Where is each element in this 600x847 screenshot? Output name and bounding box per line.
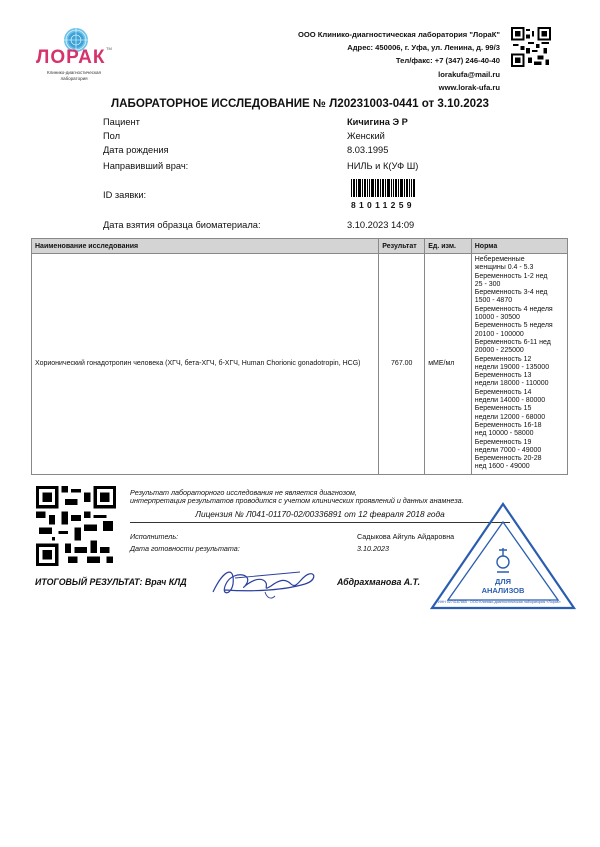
stamp-icon [428,500,578,612]
norm-line: женщины 0.4 - 5.3 [474,264,534,272]
qr-code-icon [511,27,551,67]
dob-value: 8.03.1995 [347,145,389,155]
stamp-text-1: ДЛЯ [495,577,511,586]
ready-date-value: 3.10.2023 [357,544,389,553]
norm-line: 1500 - 4870 [474,297,513,305]
executor-label: Исполнитель: [130,532,179,541]
norm-line: нед 10000 - 58000 [474,430,534,438]
sample-date-label: Дата взятия образца биоматериала: [103,220,261,230]
norm-line: Беременность 5 неделя [474,322,553,330]
norm-line: 10000 - 30500 [474,314,520,322]
norm-line: нед 1600 - 49000 [474,463,530,471]
dob-label: Дата рождения [103,145,169,155]
norm-line: Беременность 16-18 [474,421,542,429]
norm-line: недели 7000 - 49000 [474,446,542,454]
norm-line: 25 - 300 [474,280,501,288]
sample-date-value: 3.10.2023 14:09 [347,220,415,230]
norm-line: Беременность 13 [474,372,532,380]
table-header-row [32,239,568,254]
results-table [31,238,568,475]
norm-line: недели 18000 - 110000 [474,380,549,388]
org-address: Адрес: 450006, г. Уфа, ул. Ленина, д. 99/3 [347,43,500,53]
org-contacts [298,28,500,94]
norm-line: недели 12000 - 68000 [474,413,546,421]
norm-line: Беременность 12 [474,355,532,363]
stamp-text-2: АНАЛИЗОВ [481,586,525,595]
col-header-result: Результат [379,239,425,254]
col-header-unit: Ед. изм. [425,239,472,254]
norm-line: Беременность 3-4 нед [474,289,548,297]
sex-label: Пол [103,131,121,141]
logo-text: ЛОРАК [36,47,106,68]
norm-line: Беременность 1-2 нед [474,272,548,280]
signature-icon [205,562,325,604]
document-title: ЛАБОРАТОРНОЕ ИССЛЕДОВАНИЕ № Л20231003-0441 от 3.10.2023 [110,97,490,110]
logo-subtitle: Клинико-диагностическая лаборатория [47,70,101,81]
referring-doctor-value: НИЛЬ и К(УФ Ш) [347,161,419,171]
org-website[interactable]: www.lorak-ufa.ru [438,82,500,92]
norm-line: Беременность 4 неделя [474,305,553,313]
norm-line: Беременность 6-11 нед [474,338,551,346]
norm-line: Беременность 19 [474,438,532,446]
org-email[interactable]: lorakufa@mail.ru [438,69,500,79]
test-norm [471,254,567,475]
col-header-norm: Норма [471,239,567,254]
logo-tm: TM [106,46,112,51]
test-unit: мМЕ/мл [425,254,472,475]
patient-label: Пациент [103,117,140,127]
disclaimer-line-1: Результат лабораторного исследования не является диагнозом, [130,488,357,497]
test-name: Хорионический гонадотропин человека (ХГЧ, бета-ХГЧ, б-ХГЧ, Human Chorionic gonadotropin, HCG) [32,254,379,475]
disclaimer [130,489,464,505]
norm-line: Беременность 14 [474,388,532,396]
referring-doctor-label: Направивший врач: [103,161,189,171]
doctor-name: Абдрахманова А.Т. [337,577,421,587]
qr-code-bottom-icon [36,486,116,566]
test-result: 767.00 [379,254,425,475]
norm-line: 20000 - 225000 [474,347,524,355]
executor-value: Садыкова Айгуль Айдаровна [357,532,455,541]
norm-line: 20100 - 100000 [474,330,524,338]
final-result: ИТОГОВЫЙ РЕЗУЛЬТАТ: Врач КЛД [35,577,187,587]
stamp-outer-text [438,600,561,604]
barcode-icon [351,179,415,197]
norm-line: Небеременные [474,256,525,263]
request-id-value: 81011259 [351,200,415,210]
table-row [32,254,568,475]
stamp-outer-path: ИНН 0274167865 · ООО Клинико-диагностическая лаборатория «ЛораК» [438,600,561,604]
org-phone: Тел/факс: +7 (347) 246-40-40 [395,56,500,66]
ready-date-label: Дата готовности результата: [130,544,240,553]
norm-line: Беременность 20-28 [474,455,542,463]
org-name: ООО Клинико-диагностическая лаборатория "ЛораК" [297,30,500,39]
col-header-name: Наименование исследования [32,239,379,254]
disclaimer-line-2: интерпретация результатов проводится с учетом клинических проявлений и данных анамнеза. [130,496,464,506]
license-text: Лицензия № Л041-01170-02/00336891 от 12 февраля 2018 года [130,509,510,523]
patient-value: Кичигина Э Р [347,117,408,127]
norm-line: недели 14000 - 80000 [474,397,546,405]
request-id-label: ID заявки: [103,190,147,200]
sex-value: Женский [347,131,385,141]
norm-line: Беременность 15 [474,405,532,413]
norm-line: недели 19000 - 135000 [474,363,550,371]
